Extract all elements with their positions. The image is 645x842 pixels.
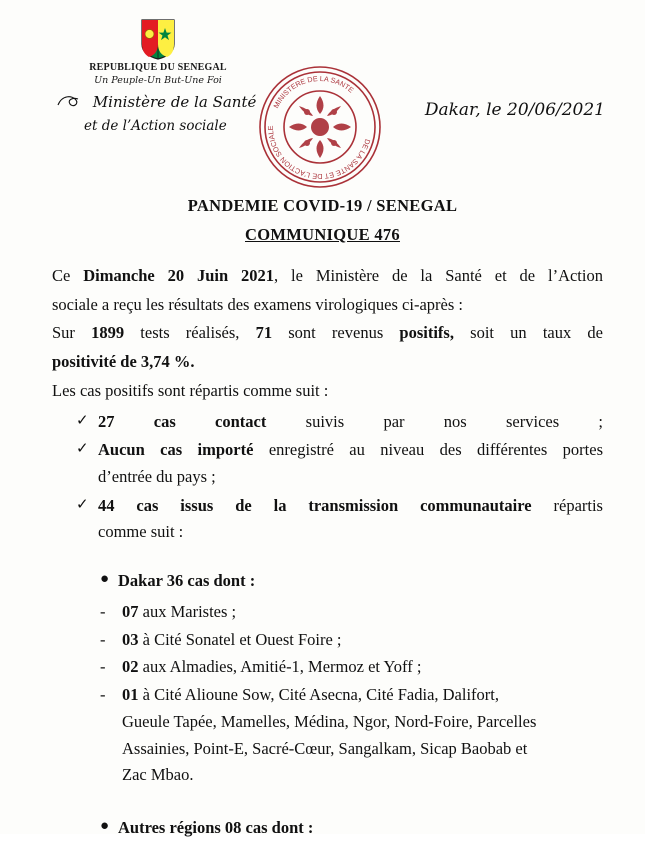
title-block bbox=[0, 196, 645, 245]
dakar-section-heading bbox=[52, 568, 603, 595]
community-cases-text: répartis bbox=[531, 495, 603, 515]
coat-of-arms-block bbox=[78, 18, 238, 86]
community-cases-line2: comme suit : bbox=[98, 522, 184, 542]
stamp-text-bottom: DE LA SANTE ET DE L’ACTION SOCIALE bbox=[265, 125, 373, 182]
tests-text-g: soit un taux de bbox=[453, 323, 604, 343]
document-body bbox=[52, 263, 603, 842]
dakar-item-count: 01 bbox=[122, 685, 139, 705]
ministry-block bbox=[56, 92, 266, 134]
document-header bbox=[0, 0, 645, 182]
intro-paragraph-line1 bbox=[52, 263, 603, 290]
dash-icon: - bbox=[100, 601, 106, 621]
bullet-dot-icon: ● bbox=[100, 571, 110, 588]
dakar-item-count: 07 bbox=[122, 601, 139, 621]
community-cases-count: 44 cas issus de la transmission communautaire bbox=[98, 495, 532, 515]
contact-cases-count: 27 cas contact bbox=[98, 411, 267, 431]
intro-text-a: Ce bbox=[52, 266, 84, 285]
dakar-item-places: à Cité Sonatel et Ouest Foire ; bbox=[138, 629, 342, 649]
regions-section-heading bbox=[52, 815, 603, 842]
intro-date-bold: Dimanche 20 Juin 2021 bbox=[83, 266, 275, 285]
dakar-item-places-line2: Gueule Tapée, Mamelles, Médina, Ngor, Nord-Foire, Parcelles bbox=[122, 711, 537, 731]
dakar-item-places-line3: Assainies, Point-E, Sacré-Cœur, Sangalkam, Sicap Baobab et bbox=[122, 738, 528, 758]
tests-text-c: tests réalisés, bbox=[124, 323, 256, 343]
check-icon: ✓ bbox=[76, 496, 89, 513]
regions-heading-label: Autres régions 08 cas dont : bbox=[118, 817, 314, 837]
imported-cases-text: enregistré au niveau des différentes portes bbox=[253, 440, 603, 460]
tests-text-a: Sur bbox=[52, 323, 92, 343]
list-item bbox=[52, 493, 603, 546]
list-item bbox=[52, 437, 603, 490]
breakdown-intro: Les cas positifs sont répartis comme suit : bbox=[52, 380, 329, 400]
page-title: PANDEMIE COVID-19 / SENEGAL bbox=[187, 196, 458, 215]
positivity-rate-line bbox=[52, 349, 603, 376]
dakar-item-places-line4: Zac Mbao. bbox=[122, 765, 194, 785]
imported-cases-line2: d’entrée du pays ; bbox=[98, 467, 216, 487]
dakar-heading-label: Dakar 36 cas dont : bbox=[118, 571, 256, 591]
ministry-name-line1: Ministère de la Santé bbox=[92, 93, 257, 111]
list-item bbox=[52, 599, 603, 626]
ministry-name-line2: et de l’Action sociale bbox=[84, 118, 227, 134]
republic-label: REPUBLIQUE DU SENEGAL bbox=[89, 62, 227, 73]
stamp-text-top: MINISTERE DE LA SANTE bbox=[271, 73, 356, 110]
dash-icon: - bbox=[100, 629, 106, 649]
bullet-dot-icon: ● bbox=[100, 817, 110, 834]
dakar-item-places: à Cité Alioune Sow, Cité Asecna, Cité Fadia, Dalifort, bbox=[138, 685, 499, 705]
community-cases-line1 bbox=[98, 493, 603, 520]
tests-count: 1899 bbox=[91, 323, 125, 343]
list-item bbox=[52, 627, 603, 654]
dash-icon: - bbox=[100, 685, 106, 705]
list-item bbox=[52, 654, 603, 681]
dakar-item-places: aux Maristes ; bbox=[138, 601, 237, 621]
checks-list bbox=[52, 409, 603, 547]
contact-cases-text: suivis par nos services ; bbox=[266, 411, 603, 431]
list-item bbox=[52, 409, 603, 436]
motto-label: Un Peuple-Un But-Une Foi bbox=[94, 75, 222, 86]
page-subtitle: COMMUNIQUE 476 bbox=[245, 225, 400, 244]
dakar-item-places: aux Almadies, Amitié-1, Mermoz et Yoff ; bbox=[138, 657, 422, 677]
positive-word: positifs, bbox=[399, 323, 454, 343]
tests-paragraph-line1 bbox=[52, 320, 603, 347]
imported-cases-line1 bbox=[98, 437, 603, 464]
senegal-coat-of-arms-icon bbox=[139, 18, 177, 60]
official-stamp bbox=[255, 62, 385, 192]
dash-icon: - bbox=[100, 657, 106, 677]
document-date: Dakar, le 20/06/2021 bbox=[424, 100, 605, 120]
imported-cases-count: Aucun cas importé bbox=[98, 440, 254, 460]
list-item bbox=[52, 682, 603, 789]
check-icon: ✓ bbox=[76, 441, 89, 458]
positive-count: 71 bbox=[255, 323, 273, 343]
intro-paragraph-line2: sociale a reçu les résultats des examens virologiques ci-après : bbox=[52, 294, 463, 314]
swirl-ornament-icon bbox=[56, 92, 82, 114]
intro-text-c: , le Ministère de la Santé et de l’Action bbox=[274, 266, 603, 285]
dakar-item-count: 03 bbox=[122, 629, 139, 649]
positivity-rate: positivité de 3,74 %. bbox=[52, 352, 195, 372]
dakar-item-count: 02 bbox=[122, 657, 139, 677]
tests-text-e: sont revenus bbox=[272, 323, 400, 343]
check-icon: ✓ bbox=[76, 412, 89, 429]
